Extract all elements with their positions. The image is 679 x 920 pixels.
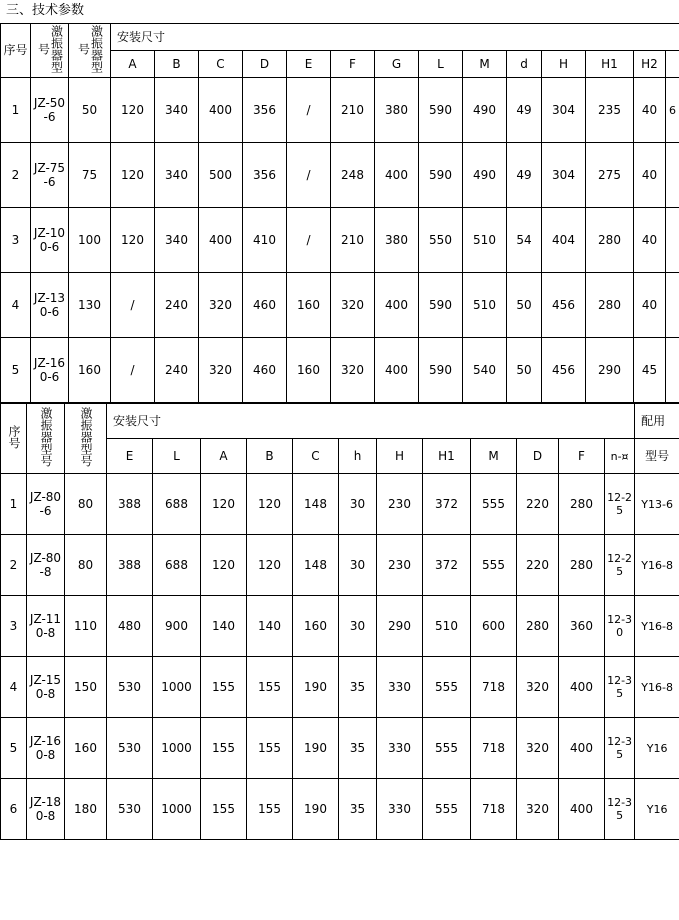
table2-row3-n-hole: 12-35 [605, 657, 635, 718]
table2-row2-motor: Y16-8 [635, 596, 679, 657]
table2-row5-index: 6 [1, 779, 27, 840]
table1-row4-D: 460 [243, 338, 287, 403]
table1-col-E: E [287, 51, 331, 78]
table1-col-A: A [111, 51, 155, 78]
table1-row2-model [31, 208, 69, 273]
table2-row3-E: 530 [107, 657, 153, 718]
table1-row1-model [31, 143, 69, 208]
table2-row2-L: 900 [153, 596, 201, 657]
table2-row0-D: 220 [517, 474, 559, 535]
table2-row0-H: 230 [377, 474, 423, 535]
table2-col-E: E [107, 439, 153, 474]
table2-row3-C: 190 [293, 657, 339, 718]
table2-row1-A: 120 [201, 535, 247, 596]
table2-col-motor-model: 型号 [635, 439, 679, 474]
table1-col-H2: H2 [634, 51, 666, 78]
table2-row4-M: 718 [471, 718, 517, 779]
table2-row3-B: 155 [247, 657, 293, 718]
table2-row1-n-hole: 12-25 [605, 535, 635, 596]
table2-row5-h: 35 [339, 779, 377, 840]
table1-row2-B: 340 [155, 208, 199, 273]
table1-row1-H: 304 [542, 143, 586, 208]
table2-col-C: C [293, 439, 339, 474]
table2-row1-C: 148 [293, 535, 339, 596]
table1-row0-E: / [287, 78, 331, 143]
table1-row1-d: 49 [507, 143, 542, 208]
table2-row1-model-text: JZ-80-8 [29, 550, 62, 579]
table2-row2-B: 140 [247, 596, 293, 657]
table1-row3-E: 160 [287, 273, 331, 338]
table1-row3-L: 590 [419, 273, 463, 338]
table1-row4-model [31, 338, 69, 403]
table1-header-vibrator-model [31, 24, 69, 78]
table1-row0-L: 590 [419, 78, 463, 143]
table2-header-exciter-model-text: 激振器型号 [79, 406, 93, 467]
table1-row1-A: 120 [111, 143, 155, 208]
table-row [1, 779, 679, 840]
table2-row1-h: 30 [339, 535, 377, 596]
table2-col-M: M [471, 439, 517, 474]
table2-row1-H: 230 [377, 535, 423, 596]
table1-row4-G: 400 [375, 338, 419, 403]
table-row [1, 718, 679, 779]
table1-row1-exciter: 75 [69, 143, 111, 208]
table1-row3-model [31, 273, 69, 338]
table1-row1-index: 2 [1, 143, 31, 208]
table1-row0-F: 210 [331, 78, 375, 143]
page-title: 三、技术参数 [6, 3, 85, 18]
table1-col-overflow [666, 51, 679, 78]
table1-header-exciter-model [69, 24, 111, 78]
table1-col-M: M [463, 51, 507, 78]
table1-row0-index: 1 [1, 78, 31, 143]
table1-row1-L: 590 [419, 143, 463, 208]
table2-row3-motor: Y16-8 [635, 657, 679, 718]
table2-group-header-row [1, 404, 679, 439]
table1-row1-G: 400 [375, 143, 419, 208]
table2-row5-H1: 555 [423, 779, 471, 840]
table2-row0-E: 388 [107, 474, 153, 535]
table2-row5-B: 155 [247, 779, 293, 840]
table1-row2-d: 54 [507, 208, 542, 273]
table2-row1-motor: Y16-8 [635, 535, 679, 596]
table1-row0-d: 49 [507, 78, 542, 143]
table2-row2-C: 160 [293, 596, 339, 657]
table1-row3-d: 50 [507, 273, 542, 338]
table1-row2-D: 410 [243, 208, 287, 273]
table1-group-header-row [1, 24, 679, 51]
table1-row4-B: 240 [155, 338, 199, 403]
table2-row3-exciter: 150 [65, 657, 107, 718]
table1-row1-model-text: JZ-75-6 [33, 160, 66, 189]
table1-row4-index: 5 [1, 338, 31, 403]
table2-row4-C: 190 [293, 718, 339, 779]
table1-row4-C: 320 [199, 338, 243, 403]
table2-row0-B: 120 [247, 474, 293, 535]
table1-row3-C: 320 [199, 273, 243, 338]
table1-row2-C: 400 [199, 208, 243, 273]
table1-header-index: 序号 [1, 24, 31, 78]
table-row [1, 208, 679, 273]
table1-row4-A: / [111, 338, 155, 403]
table2-row0-index: 1 [1, 474, 27, 535]
table2-row0-L: 688 [153, 474, 201, 535]
table1-row1-D: 356 [243, 143, 287, 208]
table2-row5-H: 330 [377, 779, 423, 840]
table2-row1-E: 388 [107, 535, 153, 596]
table2-row0-model [27, 474, 65, 535]
table1-row4-overflow [666, 338, 679, 403]
table1-row0-model-text: JZ-50-6 [33, 95, 66, 124]
table2-row4-B: 155 [247, 718, 293, 779]
table1-row0-M: 490 [463, 78, 507, 143]
table2-row3-model [27, 657, 65, 718]
table2-col-H: H [377, 439, 423, 474]
table2-row1-index: 2 [1, 535, 27, 596]
table2-row1-H1: 372 [423, 535, 471, 596]
table1-row4-M: 540 [463, 338, 507, 403]
table2-row3-D: 320 [517, 657, 559, 718]
table2-row0-motor: Y13-6 [635, 474, 679, 535]
table1-row3-H: 456 [542, 273, 586, 338]
table2-row4-model [27, 718, 65, 779]
table2-row5-model [27, 779, 65, 840]
table2-row3-H1: 555 [423, 657, 471, 718]
table1-row3-exciter: 130 [69, 273, 111, 338]
table2-row1-D: 220 [517, 535, 559, 596]
table2-row5-M: 718 [471, 779, 517, 840]
table2-row2-M: 600 [471, 596, 517, 657]
table2-col-H1: H1 [423, 439, 471, 474]
table2-header-vibrator-model-text: 激振器型号 [39, 406, 53, 467]
table1-row4-exciter: 160 [69, 338, 111, 403]
table1-header-exciter-model-text: 激振器型号 [76, 24, 104, 73]
table2-col-F: F [559, 439, 605, 474]
table1-col-F: F [331, 51, 375, 78]
table1-row2-index: 3 [1, 208, 31, 273]
table1-row3-A: / [111, 273, 155, 338]
table2-row4-exciter: 160 [65, 718, 107, 779]
table1-row3-model-text: JZ-130-6 [33, 290, 66, 319]
table1-row2-exciter: 100 [69, 208, 111, 273]
table2-row4-A: 155 [201, 718, 247, 779]
table2-col-n-hole: n-¤ [605, 439, 635, 474]
table2-row4-F: 400 [559, 718, 605, 779]
table2-col-A: A [201, 439, 247, 474]
table2-row5-exciter: 180 [65, 779, 107, 840]
table2-row4-n-hole: 12-35 [605, 718, 635, 779]
table2-row5-n-hole: 12-35 [605, 779, 635, 840]
table-row [1, 535, 679, 596]
table2-row5-C: 190 [293, 779, 339, 840]
table1-row2-M: 510 [463, 208, 507, 273]
table2-row2-exciter: 110 [65, 596, 107, 657]
table2-row4-model-text: JZ-160-8 [29, 733, 62, 762]
table1-row4-H1: 290 [586, 338, 634, 403]
table1-row1-F: 248 [331, 143, 375, 208]
table1-row4-F: 320 [331, 338, 375, 403]
table1-row3-D: 460 [243, 273, 287, 338]
table1-row0-H: 304 [542, 78, 586, 143]
table2-row5-A: 155 [201, 779, 247, 840]
table2-header-index-text: 序号 [7, 424, 21, 449]
table2-row1-B: 120 [247, 535, 293, 596]
table2-row5-D: 320 [517, 779, 559, 840]
technical-parameters-table-2 [0, 403, 679, 840]
table1-row2-G: 380 [375, 208, 419, 273]
table2-row2-n-hole: 12-30 [605, 596, 635, 657]
table1-row4-model-text: JZ-160-6 [33, 355, 66, 384]
table2-row4-index: 5 [1, 718, 27, 779]
table1-col-C: C [199, 51, 243, 78]
table1-row1-overflow [666, 143, 679, 208]
table1-row2-F: 210 [331, 208, 375, 273]
table2-row3-model-text: JZ-150-8 [29, 672, 62, 701]
table2-row5-L: 1000 [153, 779, 201, 840]
table2-row4-H1: 555 [423, 718, 471, 779]
table2-group-header-install-dims: 安装尺寸 [107, 404, 635, 439]
table1-row3-G: 400 [375, 273, 419, 338]
table1-col-D: D [243, 51, 287, 78]
table2-row0-n-hole: 12-25 [605, 474, 635, 535]
table2-row2-H: 290 [377, 596, 423, 657]
table1-row1-H2: 40 [634, 143, 666, 208]
table2-row2-D: 280 [517, 596, 559, 657]
table1-row1-E: / [287, 143, 331, 208]
table2-row0-M: 555 [471, 474, 517, 535]
table2-row1-L: 688 [153, 535, 201, 596]
table1-row0-overflow: 6 [666, 78, 679, 143]
table2-row2-model [27, 596, 65, 657]
table1-row0-H1: 235 [586, 78, 634, 143]
table2-row5-model-text: JZ-180-8 [29, 794, 62, 823]
table-row [1, 78, 679, 143]
table1-row4-L: 590 [419, 338, 463, 403]
table2-row4-L: 1000 [153, 718, 201, 779]
table1-row1-B: 340 [155, 143, 199, 208]
table2-row0-exciter: 80 [65, 474, 107, 535]
table2-header-index [1, 404, 27, 474]
table2-row1-F: 280 [559, 535, 605, 596]
table2-row2-A: 140 [201, 596, 247, 657]
table2-row0-h: 30 [339, 474, 377, 535]
table1-row0-B: 340 [155, 78, 199, 143]
table1-row1-H1: 275 [586, 143, 634, 208]
table2-row5-F: 400 [559, 779, 605, 840]
table1-row0-G: 380 [375, 78, 419, 143]
table1-row1-M: 490 [463, 143, 507, 208]
table2-row3-index: 4 [1, 657, 27, 718]
table2-row4-D: 320 [517, 718, 559, 779]
table2-row0-F: 280 [559, 474, 605, 535]
table2-row4-H: 330 [377, 718, 423, 779]
table1-col-H: H [542, 51, 586, 78]
table1-row3-H2: 40 [634, 273, 666, 338]
table1-group-header-install-dims: 安装尺寸 [111, 24, 679, 51]
table1-row0-A: 120 [111, 78, 155, 143]
table2-row1-exciter: 80 [65, 535, 107, 596]
table2-header-vibrator-model [27, 404, 65, 474]
table2-header-exciter-model [65, 404, 107, 474]
table2-row2-index: 3 [1, 596, 27, 657]
table1-row3-H1: 280 [586, 273, 634, 338]
table1-row2-L: 550 [419, 208, 463, 273]
table1-row3-overflow [666, 273, 679, 338]
table2-row3-A: 155 [201, 657, 247, 718]
table1-row4-H: 456 [542, 338, 586, 403]
table1-col-d: d [507, 51, 542, 78]
table2-row0-A: 120 [201, 474, 247, 535]
table1-row3-M: 510 [463, 273, 507, 338]
table1-row2-model-text: JZ-100-6 [33, 225, 66, 254]
table2-group-header-motor: 配用 [635, 404, 679, 439]
table2-row4-motor: Y16 [635, 718, 679, 779]
table1-col-B: B [155, 51, 199, 78]
table2-row1-model [27, 535, 65, 596]
table2-row2-E: 480 [107, 596, 153, 657]
table2-col-D: D [517, 439, 559, 474]
table2-col-B: B [247, 439, 293, 474]
table1-row4-E: 160 [287, 338, 331, 403]
table1-row2-overflow [666, 208, 679, 273]
table-row [1, 143, 679, 208]
table1-col-H1: H1 [586, 51, 634, 78]
table1-row0-C: 400 [199, 78, 243, 143]
table2-col-L: L [153, 439, 201, 474]
table2-col-h: h [339, 439, 377, 474]
table2-row1-M: 555 [471, 535, 517, 596]
table1-row0-exciter: 50 [69, 78, 111, 143]
table1-row4-H2: 45 [634, 338, 666, 403]
table1-col-G: G [375, 51, 419, 78]
table2-row3-H: 330 [377, 657, 423, 718]
table-row [1, 596, 679, 657]
table1-row2-H2: 40 [634, 208, 666, 273]
table1-header-vibrator-model-text: 激振器型号 [36, 24, 64, 73]
table1-row3-B: 240 [155, 273, 199, 338]
table2-row3-M: 718 [471, 657, 517, 718]
table-row [1, 657, 679, 718]
table1-row4-d: 50 [507, 338, 542, 403]
table1-row0-H2: 40 [634, 78, 666, 143]
table-row [1, 338, 679, 403]
table2-row5-motor: Y16 [635, 779, 679, 840]
table2-row0-model-text: JZ-80-6 [29, 489, 62, 518]
table-row [1, 273, 679, 338]
table-row [1, 474, 679, 535]
table2-row4-h: 35 [339, 718, 377, 779]
table1-row0-D: 356 [243, 78, 287, 143]
table2-row3-F: 400 [559, 657, 605, 718]
table1-col-L: L [419, 51, 463, 78]
table2-row2-H1: 510 [423, 596, 471, 657]
table2-row0-C: 148 [293, 474, 339, 535]
table2-row3-L: 1000 [153, 657, 201, 718]
table1-row2-A: 120 [111, 208, 155, 273]
table1-row3-F: 320 [331, 273, 375, 338]
table2-row2-model-text: JZ-110-8 [29, 611, 62, 640]
table2-row2-h: 30 [339, 596, 377, 657]
table1-row2-H: 404 [542, 208, 586, 273]
table1-row0-model [31, 78, 69, 143]
table2-row3-h: 35 [339, 657, 377, 718]
table2-row4-E: 530 [107, 718, 153, 779]
table1-row2-E: / [287, 208, 331, 273]
table2-row5-E: 530 [107, 779, 153, 840]
technical-parameters-table-1 [0, 23, 679, 403]
table2-row0-H1: 372 [423, 474, 471, 535]
table2-row2-F: 360 [559, 596, 605, 657]
table1-row1-C: 500 [199, 143, 243, 208]
table1-row3-index: 4 [1, 273, 31, 338]
table1-row2-H1: 280 [586, 208, 634, 273]
